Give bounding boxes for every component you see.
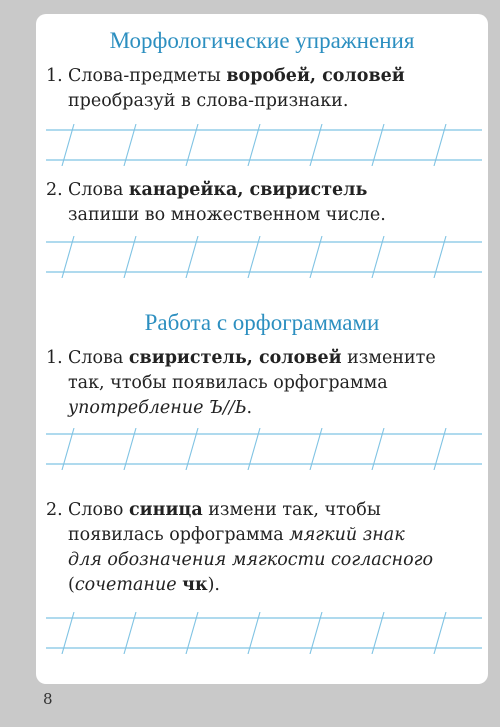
task-morphology-2 [46,178,476,228]
task-bold-words: канарейка, свиристель [128,180,368,200]
task-bold-words: свиристель, соловей [128,348,342,368]
task-number: 1. [46,348,63,368]
worksheet-card [36,14,488,684]
task-text: Слова [68,348,129,368]
task-text: Слова-предметы [68,66,227,86]
task-text: Слово [68,500,129,520]
task-number: 2. [46,180,63,200]
task-text: запиши во множественном числе. [68,205,386,225]
orthogram-name: для обозначения мягкости согласного [68,550,433,570]
writing-lines[interactable] [46,124,482,166]
task-text: ( [68,575,75,595]
task-bold-words: синица [129,500,203,520]
task-number: 2. [46,500,63,520]
task-bold-words: чк [182,575,208,595]
page-number: 8 [43,690,53,708]
writing-lines[interactable] [46,428,482,470]
section-title-orthograms: Работа с орфограммами [144,310,380,335]
task-orthogram-1 [46,346,476,421]
task-orthogram-2 [46,498,476,598]
section-title-morphology: Морфологические упражнения [109,28,415,53]
orthogram-name: мягкий знак [289,525,405,545]
task-bold-words: воробей, соловей [226,66,405,86]
task-text: измени так, чтобы [202,500,381,520]
task-text: Слова [68,180,129,200]
task-text: измените [341,348,436,368]
task-number: 1. [46,66,63,86]
task-text: появилась орфограмма [68,525,290,545]
task-text: так, чтобы появилась орфограмма [68,373,388,393]
task-text: . [246,398,253,418]
task-text: ). [207,575,220,595]
orthogram-hint: сочетание [74,575,183,595]
writing-lines[interactable] [46,612,482,654]
orthogram-name: употребление Ъ//Ь [68,398,247,418]
writing-lines[interactable] [46,236,482,278]
task-morphology-1 [46,64,476,114]
task-text: преобразуй в слова-признаки. [68,91,349,111]
